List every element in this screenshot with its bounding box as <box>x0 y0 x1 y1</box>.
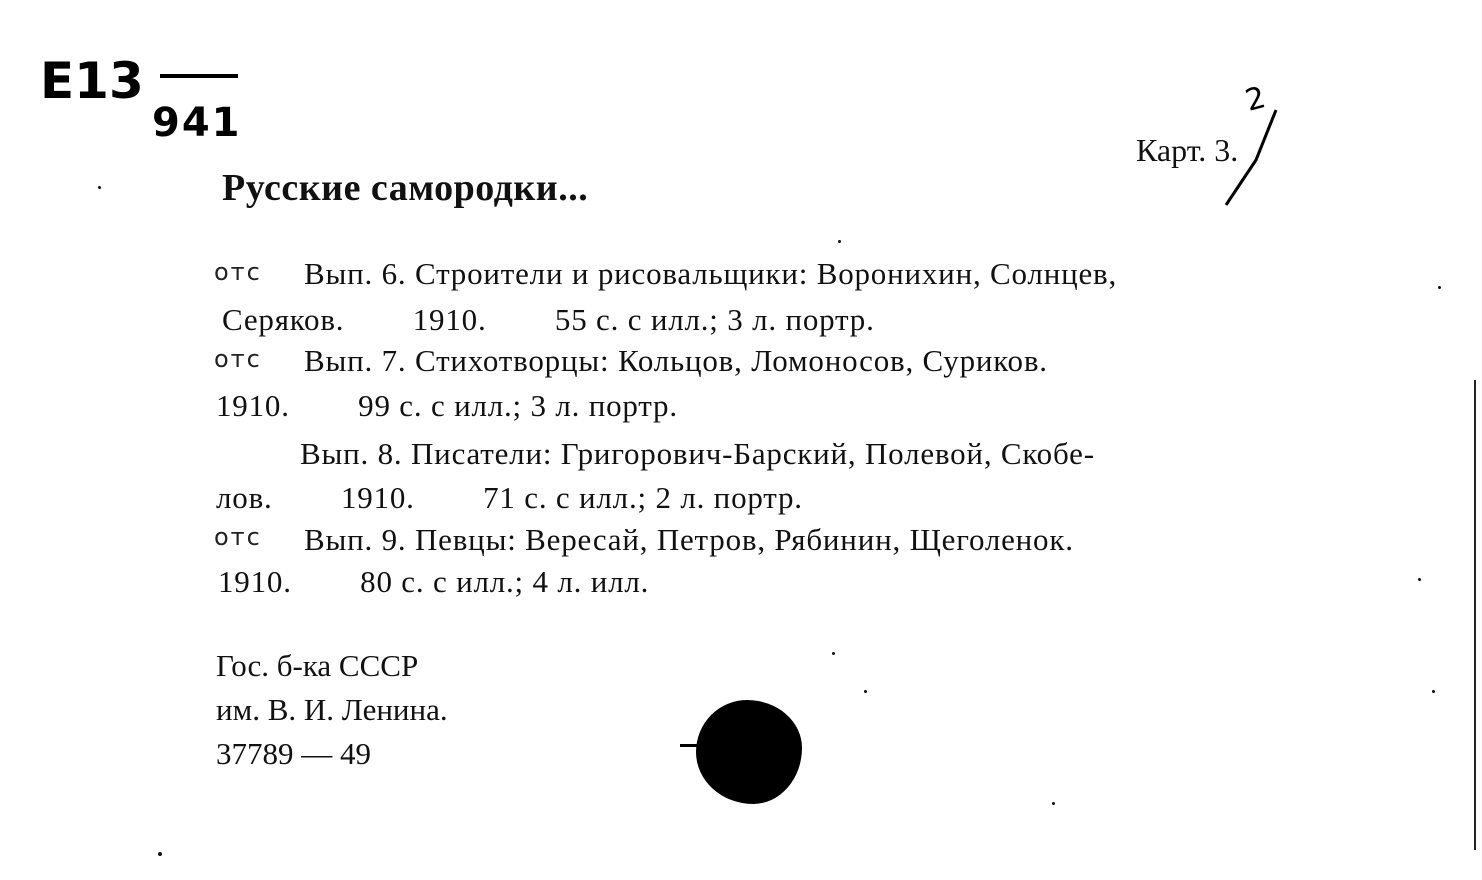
library-name: Гос. б-ка СССР <box>216 648 419 683</box>
scan-edge-line <box>1474 380 1476 850</box>
scan-speck <box>1052 802 1055 805</box>
entry-line-1: Вып. 9. Певцы: Вересай, Петров, Рябинин, Щеголенок. <box>304 522 1074 557</box>
shelfmark-bottom: 941 <box>152 100 242 146</box>
entry-mark: отс <box>214 523 262 551</box>
entry-line-2: Серяков. 1910. 55 с. с илл.; 3 л. портр. <box>222 302 875 337</box>
entry-line-2: 1910. 99 с. с илл.; 3 л. портр. <box>216 388 678 423</box>
ink-blot-drip <box>680 744 702 747</box>
entry-line-1: Вып. 7. Стихотворцы: Кольцов, Ломоносов, Суриков. <box>304 343 1048 378</box>
card-number: Карт. 3. <box>1136 132 1239 168</box>
library-namesake: им. В. И. Ленина. <box>216 692 448 727</box>
card-number-pen-stroke <box>1216 100 1286 210</box>
shelfmark-top: E13 <box>40 52 144 110</box>
scan-speck <box>158 852 162 856</box>
entry-line-2: лов. 1910. 71 с. с илл.; 2 л. портр. <box>216 480 803 515</box>
entry-line-1: Вып. 6. Строители и рисовальщики: Воронихин, Солнцев, <box>304 256 1118 291</box>
scan-speck <box>1418 578 1421 581</box>
scan-speck <box>1432 690 1435 693</box>
shelfmark-divider <box>160 74 238 78</box>
entry-mark: отс <box>214 258 262 286</box>
scan-speck <box>832 652 835 655</box>
ink-blot <box>696 700 802 804</box>
scan-speck <box>838 240 841 243</box>
book-title: Русские самородки... <box>222 167 589 209</box>
entry-line-1: Вып. 8. Писатели: Григорович-Барский, Полевой, Скобе- <box>300 436 1095 471</box>
scan-speck <box>98 186 101 189</box>
catalog-number: 37789 — 49 <box>216 736 371 771</box>
scan-speck <box>1438 286 1441 289</box>
card-number-handwritten: 2 <box>1241 80 1270 119</box>
entry-line-2: 1910. 80 с. с илл.; 4 л. илл. <box>218 564 650 599</box>
entry-mark: отс <box>214 345 262 373</box>
scan-speck <box>864 690 867 693</box>
